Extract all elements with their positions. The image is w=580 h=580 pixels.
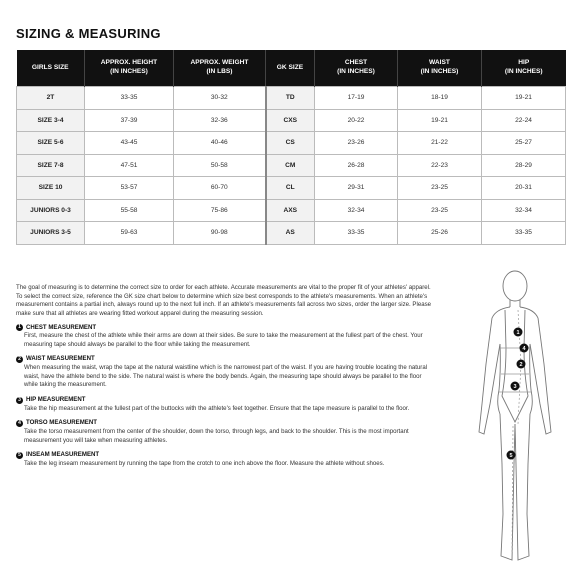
- table-cell: 26-28: [315, 154, 398, 177]
- table-cell: 90-98: [174, 222, 266, 245]
- table-cell: 20-31: [482, 177, 566, 200]
- step-description: First, measure the chest of the athlete while their arms are down at their sides. Be sure to take the measurement at the fullest part of the chest. Your measuring tape should always be parallel to the floor while taking the measurement.: [24, 332, 423, 348]
- step-title: INSEAM MEASUREMENT: [26, 451, 100, 459]
- gk-size-cell: AS: [266, 222, 315, 245]
- step-heading: [16, 396, 434, 405]
- table-cell: 22-24: [482, 109, 566, 132]
- table-cell: 40-46: [174, 132, 266, 155]
- table-cell: 29-31: [315, 177, 398, 200]
- girls-size-cell: SIZE 5-6: [17, 132, 85, 155]
- table-cell: 43-45: [85, 132, 174, 155]
- column-header: GIRLS SIZE: [17, 50, 85, 87]
- table-cell: 50-58: [174, 154, 266, 177]
- measurement-step: [16, 396, 434, 413]
- table-row: [17, 87, 566, 110]
- step-title: HIP MEASUREMENT: [26, 396, 86, 404]
- table-cell: 60-70: [174, 177, 266, 200]
- table-row: [17, 222, 566, 245]
- table-cell: 55-58: [85, 199, 174, 222]
- step-number-badge: 3: [16, 397, 23, 404]
- table-cell: 19-21: [398, 109, 482, 132]
- step-heading: [16, 419, 434, 428]
- step-heading: [16, 355, 434, 364]
- table-cell: 21-22: [398, 132, 482, 155]
- step-number-badge: 2: [16, 356, 23, 363]
- column-header: HIP (IN INCHES): [482, 50, 566, 87]
- step-title: CHEST MEASUREMENT: [26, 323, 97, 331]
- table-cell: 17-19: [315, 87, 398, 110]
- figure-label-1: 1: [516, 330, 520, 336]
- step-heading: [16, 324, 434, 333]
- column-header: WAIST (IN INCHES): [398, 50, 482, 87]
- table-cell: 32-34: [482, 199, 566, 222]
- table-cell: 37-39: [85, 109, 174, 132]
- table-cell: 25-27: [482, 132, 566, 155]
- intro-paragraph: The goal of measuring is to determine the correct size to order for each athlete. Accurate measurements are vital to the proper fit of your athletes' apparel. To select the correct size, reference the GK size chart below to determine which size best corresponds to the athlete's measurements. When an athlete's measurement contains a partial inch, always round up to the next full inch. If an athlete's measurements fall across two sizes, order the larger size. Please make sure that all athletes are wearing fitted workout apparel during the measuring session.: [16, 284, 432, 317]
- measurement-step: [16, 451, 434, 468]
- table-cell: 30-32: [174, 87, 266, 110]
- table-cell: 53-57: [85, 177, 174, 200]
- gk-size-cell: CS: [266, 132, 315, 155]
- body-figure: [460, 264, 580, 576]
- column-header: APPROX. WEIGHT (IN LBS): [174, 50, 266, 87]
- girls-size-cell: 2T: [17, 87, 85, 110]
- table-header-row: [17, 50, 566, 87]
- step-number-badge: 5: [16, 452, 23, 459]
- step-number-badge: 1: [16, 324, 23, 331]
- table-cell: 23-25: [398, 177, 482, 200]
- gk-size-cell: CXS: [266, 109, 315, 132]
- column-header: CHEST (IN INCHES): [315, 50, 398, 87]
- table-row: [17, 154, 566, 177]
- size-chart-table: [16, 50, 566, 245]
- table-row: [17, 177, 566, 200]
- table-cell: 23-25: [398, 199, 482, 222]
- step-description: Take the leg inseam measurement by running the tape from the crotch to one inch above the floor. Measure the athlete without shoes.: [24, 459, 385, 467]
- step-description: Take the torso measurement from the center of the shoulder, down the torso, through legs, and back to the shoulder. This is the most important measurement you will take when measuring athletes.: [24, 427, 409, 444]
- step-heading: [16, 451, 434, 460]
- column-header: GK SIZE: [266, 50, 315, 87]
- table-cell: 33-35: [85, 87, 174, 110]
- gk-size-cell: CM: [266, 154, 315, 177]
- table-body: [17, 87, 566, 245]
- girls-size-cell: SIZE 10: [17, 177, 85, 200]
- gk-size-cell: TD: [266, 87, 315, 110]
- step-description: Take the hip measurement at the fullest part of the buttocks with the athlete's feet together. Ensure that the tape measure is parallel to the floor.: [24, 404, 410, 412]
- figure-label-5: 5: [509, 453, 513, 459]
- step-title: WAIST MEASUREMENT: [26, 355, 95, 363]
- girls-size-cell: JUNIORS 0-3: [17, 199, 85, 222]
- table-row: [17, 132, 566, 155]
- figure-label-2: 2: [519, 362, 523, 368]
- table-cell: 33-35: [315, 222, 398, 245]
- table-cell: 22-23: [398, 154, 482, 177]
- girls-size-cell: SIZE 3-4: [17, 109, 85, 132]
- table-cell: 20-22: [315, 109, 398, 132]
- figure-label-4: 4: [522, 346, 526, 352]
- table-cell: 33-35: [482, 222, 566, 245]
- figure-label-3: 3: [513, 384, 517, 390]
- table-cell: 18-19: [398, 87, 482, 110]
- table-cell: 19-21: [482, 87, 566, 110]
- measurement-step: [16, 324, 434, 350]
- table-cell: 25-26: [398, 222, 482, 245]
- table-cell: 47-51: [85, 154, 174, 177]
- table-cell: 32-36: [174, 109, 266, 132]
- table-row: [17, 109, 566, 132]
- page-title: SIZING & MEASURING: [16, 26, 161, 41]
- table-cell: 28-29: [482, 154, 566, 177]
- step-description: When measuring the waist, wrap the tape at the natural waistline which is the narrowest part of the waist. If you are having trouble locating the natural waist, have the athlete bend to the side. The natural waist is where the body bends. Again, the measuring tape should always be parallel to the floor while taking the measurement.: [24, 364, 428, 389]
- measurement-step: [16, 419, 434, 445]
- measurement-step: [16, 355, 434, 390]
- measuring-instructions: [16, 284, 434, 475]
- step-title: TORSO MEASUREMENT: [26, 419, 97, 427]
- column-header: APPROX. HEIGHT (IN INCHES): [85, 50, 174, 87]
- girls-size-cell: JUNIORS 3-5: [17, 222, 85, 245]
- girls-size-cell: SIZE 7-8: [17, 154, 85, 177]
- table-cell: 75-86: [174, 199, 266, 222]
- table-cell: 32-34: [315, 199, 398, 222]
- gk-size-cell: CL: [266, 177, 315, 200]
- measurement-steps: [16, 324, 434, 469]
- table-cell: 23-26: [315, 132, 398, 155]
- gk-size-cell: AXS: [266, 199, 315, 222]
- table-cell: 59-63: [85, 222, 174, 245]
- step-number-badge: 4: [16, 420, 23, 427]
- table-row: [17, 199, 566, 222]
